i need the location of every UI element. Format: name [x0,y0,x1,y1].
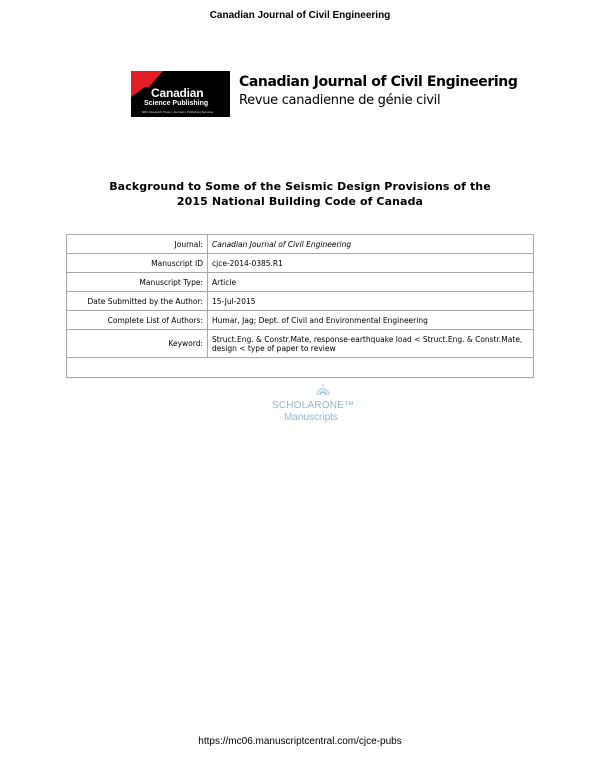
journal-value: Canadian Journal of Civil Engineering [208,235,534,254]
scholarone-sun-icon [315,384,331,396]
logo-line-2: Science Publishing [144,100,209,107]
logo-line-1: Canadian [151,86,204,100]
manuscript-type-value: Article [208,273,534,292]
journal-name-english: Canadian Journal of Civil Engineering [239,74,518,90]
table-row-manuscript-id [67,254,534,273]
date-submitted-value: 15-Jul-2015 [208,292,534,311]
manuscript-metadata-table [66,234,534,378]
authors-label: Complete List of Authors: [67,311,208,330]
paper-title [60,179,540,209]
journal-label: Journal: [67,235,208,254]
manuscript-id-value: cjce-2014-0385.R1 [208,254,534,273]
logo-red-triangle-right [149,71,163,87]
authors-value: Humar, Jag; Dept. of Civil and Environmental Engineering [208,311,534,330]
logo-red-triangle-down [131,87,145,97]
table-row-date-submitted [67,292,534,311]
running-head: Canadian Journal of Civil Engineering [209,10,391,21]
date-submitted-label: Date Submitted by the Author: [67,292,208,311]
table-row-keyword [67,330,534,358]
table-row-journal [67,235,534,254]
keyword-value: Struct.Eng. & Constr.Mate, response-earthquake load < Struct.Eng. & Constr.Mate, design < type of paper to review [208,330,534,358]
table-row-manuscript-type [67,273,534,292]
scholarone-product: Manuscripts [284,412,338,423]
keyword-label: Keyword: [67,330,208,358]
table-row-empty [67,358,534,378]
logo-line-3: NRC Research Press | Journals | Publishing Services [142,110,214,114]
manuscript-type-label: Manuscript Type: [67,273,208,292]
manuscript-id-label: Manuscript ID [67,254,208,273]
table-row-authors [67,311,534,330]
paper-title-line-2: 2015 National Building Code of Canada [176,195,424,208]
canadian-science-publishing-logo [131,71,230,117]
paper-title-line-1: Background to Some of the Seismic Design Provisions of the [109,180,491,193]
journal-name-french: Revue canadienne de génie civil [239,93,441,108]
footer-url[interactable]: https://mc06.manuscriptcentral.com/cjce-pubs [198,736,402,747]
empty-cell [67,358,534,378]
logo-red-block [131,71,149,87]
scholarone-brand: SCHOLARONE™ [272,400,355,411]
